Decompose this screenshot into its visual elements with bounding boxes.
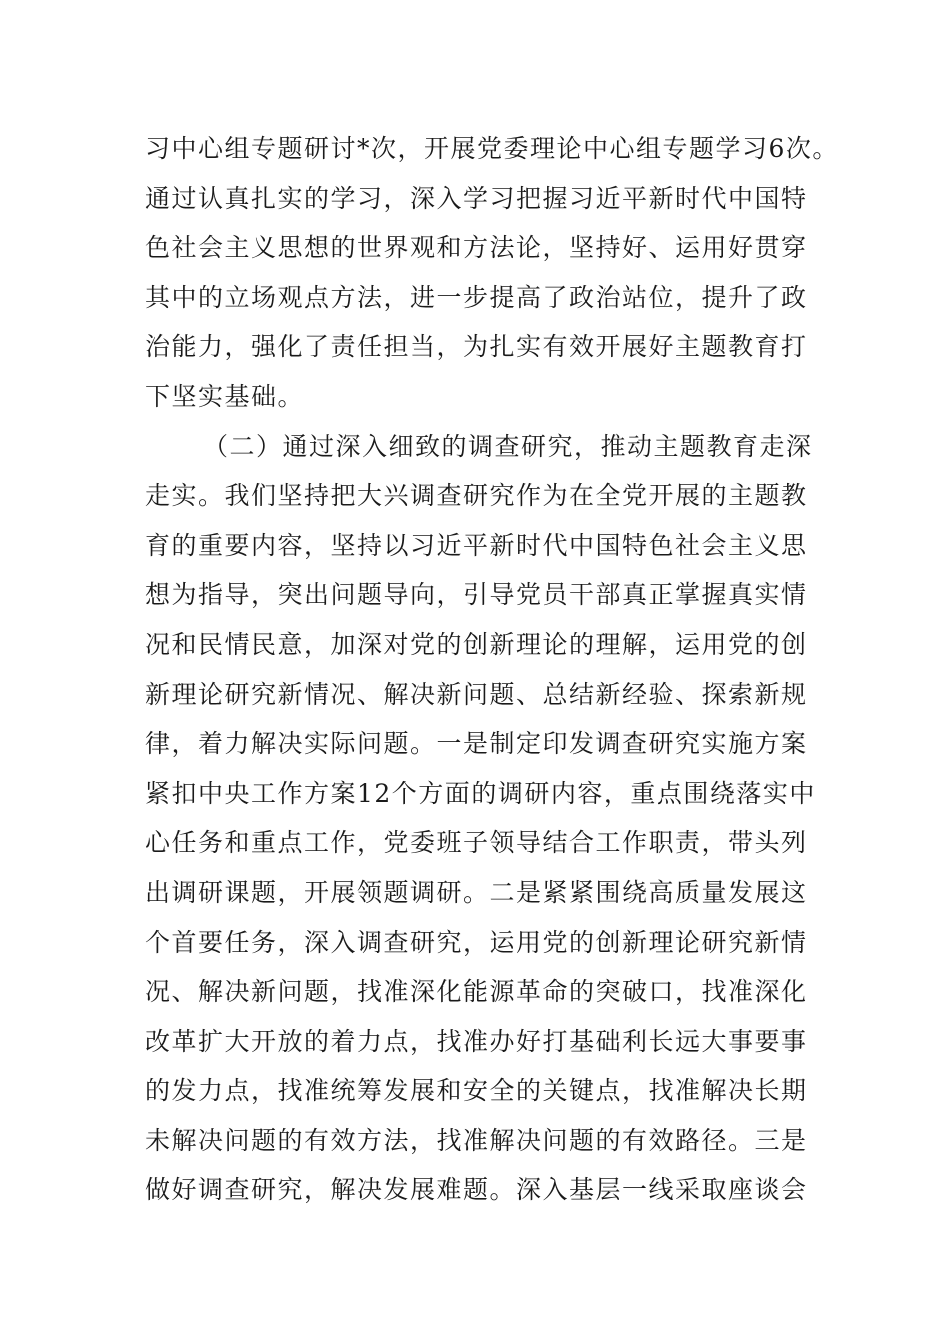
text-line: 况、解决新问题，找准深化能源革命的突破口，找准深化	[145, 977, 808, 1007]
text-line: 紧扣中央工作方案12个方面的调研内容，重点围绕落实中	[145, 778, 816, 808]
section-heading-line: （二）通过深入细致的调查研究，推动主题教育走深	[203, 431, 813, 461]
text-line: 其中的立场观点方法，进一步提高了政治站位，提升了政	[145, 282, 808, 312]
text-line: 习中心组专题研讨*次，开展党委理论中心组专题学习6次。	[145, 134, 839, 163]
text-line: 未解决问题的有效方法，找准解决问题的有效路径。三是	[145, 1125, 808, 1155]
text-line: 下坚实基础。	[145, 381, 305, 411]
text-line: 改革扩大开放的着力点，找准办好打基础利长远大事要事	[145, 1026, 808, 1056]
text-line: 新理论研究新情况、解决新问题、总结新经验、探索新规	[145, 679, 808, 709]
text-line: 育的重要内容，坚持以习近平新时代中国特色社会主义思	[145, 530, 808, 560]
text-line: 出调研课题，开展领题调研。二是紧紧围绕高质量发展这	[145, 877, 808, 907]
body-text	[145, 124, 839, 1215]
text-line: 治能力，强化了责任担当，为扎实有效开展好主题教育打	[145, 332, 808, 362]
text-line: 的发力点，找准统筹发展和安全的关键点，找准解决长期	[145, 1076, 808, 1106]
text-line: 律，着力解决实际问题。一是制定印发调查研究实施方案	[145, 729, 808, 759]
text-line: 个首要任务，深入调查研究，运用党的创新理论研究新情	[145, 927, 808, 957]
text-line: 心任务和重点工作，党委班子领导结合工作职责，带头列	[145, 828, 808, 858]
text-line: 做好调查研究，解决发展难题。深入基层一线采取座谈会	[145, 1175, 808, 1205]
text-line: 通过认真扎实的学习，深入学习把握习近平新时代中国特	[145, 183, 808, 213]
text-line: 色社会主义思想的世界观和方法论，坚持好、运用好贯穿	[145, 233, 808, 263]
text-line: 况和民情民意，加深对党的创新理论的理解，运用党的创	[145, 629, 808, 659]
text-line: 走实。我们坚持把大兴调查研究作为在全党开展的主题教	[145, 481, 808, 511]
text-line: 想为指导，突出问题导向，引导党员干部真正掌握真实情	[145, 580, 808, 610]
